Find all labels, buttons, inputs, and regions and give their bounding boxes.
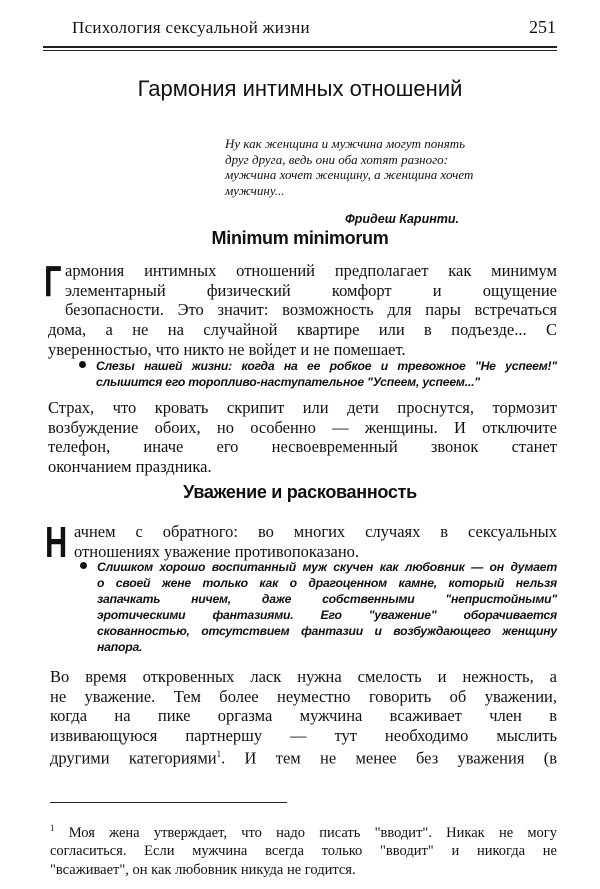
paragraph xyxy=(48,398,557,476)
epigraph-line: друг друга, ведь они оба хотят разного: xyxy=(225,151,448,167)
text-line: армония интимных отношений предполагает как минимум xyxy=(65,261,557,280)
text-line: извивающуюся партнершу — тут необходимо мыслить xyxy=(50,725,557,745)
page-number: 251 xyxy=(529,17,556,37)
text-line: дома, а не на случайной квартире или в подъезде... С xyxy=(48,320,557,339)
footnote-line: согласиться. Если мужчина всегда только "вводит" и никогда не xyxy=(50,843,557,860)
text-line: уверенностью, что никто не войдет и не помешает. xyxy=(48,339,406,359)
text-span: другими категориями xyxy=(50,748,217,768)
text-line: Во время откровенных ласк нужна смелость и нежность, а xyxy=(50,667,557,686)
drop-cap: Н xyxy=(45,518,68,567)
text-line: отношениях уважение противопоказано. xyxy=(74,541,360,561)
footnote-ref[interactable]: 1 xyxy=(216,749,222,760)
paragraph-cont xyxy=(48,320,557,359)
header-rule-thin xyxy=(43,50,557,51)
text-span: . И тем не менее без уважения (в xyxy=(221,748,557,768)
paragraph xyxy=(50,667,557,768)
header-rule xyxy=(43,46,557,48)
text-line: возбуждение обоих, но особенно — женщины. И отключите xyxy=(48,417,557,437)
epigraph-line: мужчина хочет женщину, а женщина хочет xyxy=(225,167,474,182)
text-line: ачнем с обратного: во многих случаях в сексуальных xyxy=(74,522,557,541)
epigraph-line: Ну как женщина и мужчина могут понять xyxy=(225,136,466,151)
text-span: Моя жена утверждает, что надо писать "вводит". Никак не могу xyxy=(68,824,557,841)
paragraph xyxy=(74,522,557,561)
text-line: Страх, что кровать скрипит или дети проснутся, тормозит xyxy=(48,398,557,417)
chapter-title: Гармония интимных отношений xyxy=(137,76,463,101)
note-line: скованностью, отсутствием фантазии и возбуждающего женщину xyxy=(97,624,557,638)
footnote xyxy=(50,819,557,879)
note-line: эротическими фантазиями. Его "уважение" оборачивается xyxy=(97,608,557,622)
epigraph-author: Фридеш Каринти. xyxy=(345,212,459,226)
text-line: когда на пике оргазма мужчина всаживает член в xyxy=(50,706,557,726)
text-line xyxy=(50,745,557,768)
text-line: элементарный физический комфорт и ощущение xyxy=(65,280,557,300)
footnote-line xyxy=(50,819,557,842)
drop-cap: Г xyxy=(44,257,62,306)
text-line: не уважение. Тем более неуместно говорить об уважении, xyxy=(50,686,557,706)
note-line: Слезы нашей жизни: когда на ее робкое и тревожное "Не успеем!" xyxy=(96,359,557,373)
bullet-icon xyxy=(79,361,86,368)
note-line: Слишком хорошо воспитанный муж скучен как любовник — он думает xyxy=(97,560,557,574)
paragraph xyxy=(65,261,557,320)
note-bullet xyxy=(96,358,557,390)
note-line: напора. xyxy=(97,640,143,654)
note-bullet xyxy=(97,559,557,655)
text-line: окончанием праздника. xyxy=(48,456,212,476)
running-header: Психология сексуальной жизни xyxy=(72,18,310,37)
bullet-icon xyxy=(80,562,87,569)
footnote-marker: 1 xyxy=(50,823,55,833)
note-line: слышится его торопливо-наступательное "Успеем, успеем..." xyxy=(96,375,480,389)
epigraph-line: мужчину... xyxy=(225,182,285,198)
footnote-rule xyxy=(50,802,287,803)
epigraph xyxy=(225,136,555,198)
section-heading: Уважение и раскованность xyxy=(183,482,417,502)
section-heading: Minimum minimorum xyxy=(211,228,389,248)
text-line: телефон, иначе его несвоевременный звонок станет xyxy=(48,437,557,457)
note-line: о своей жене только как о драгоценном камне, который нельзя xyxy=(97,576,557,590)
text-line: безопасности. Это значит: возможность для пары встречаться xyxy=(65,300,557,320)
note-line: запачкать ничем, даже собственными "непристойными" xyxy=(97,592,557,606)
footnote-line: "всаживает", он как любовник никуда не годится. xyxy=(50,861,356,878)
